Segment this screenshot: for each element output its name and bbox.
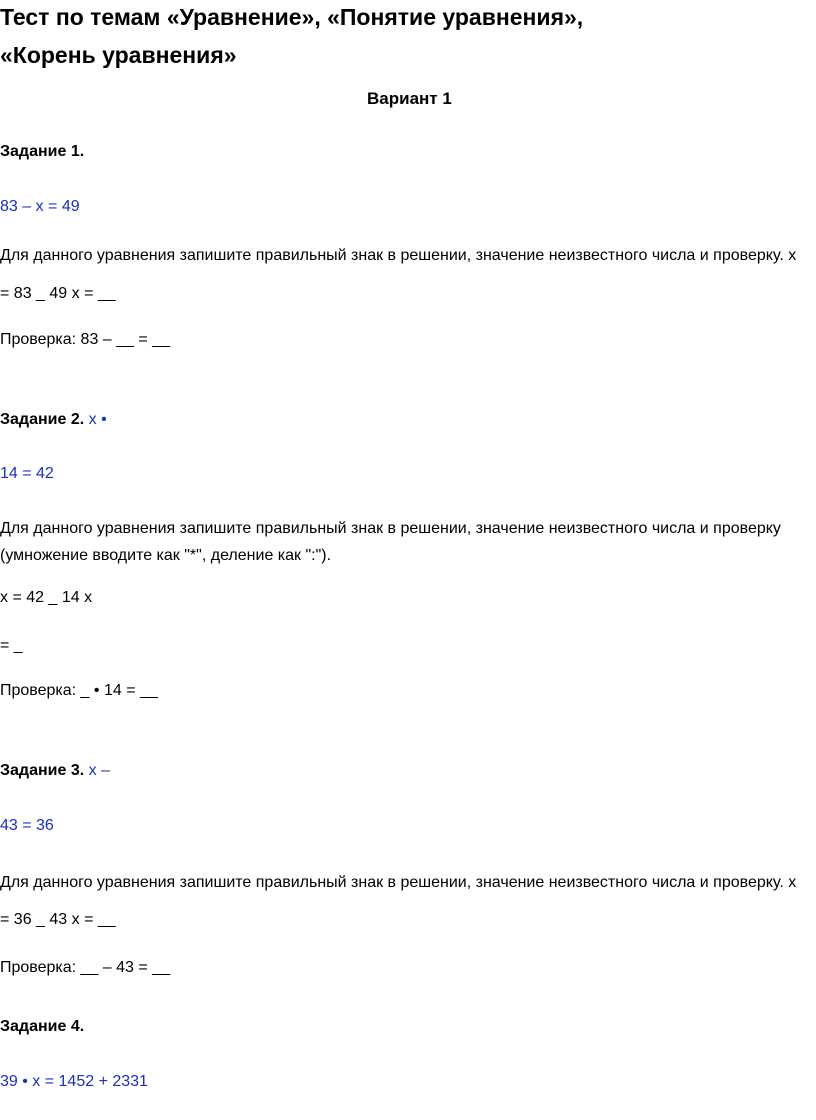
task-2-heading [0,410,107,430]
task-1-check: Проверка: 83 – __ = __ [0,331,170,348]
task-3-instruction-line-1: Для данного уравнения запишите правильный знак в решении, значение неизвестного числа и проверку. x [0,874,797,891]
task-1-equation: 83 – x = 49 [0,198,80,215]
document-title-line-1: Тест по темам «Уравнение», «Понятие уравнения», [0,4,584,30]
document-title-line-2: «Корень уравнения» [0,42,237,68]
task-3-check: Проверка: __ – 43 = __ [0,959,170,976]
task-3-heading [0,761,110,781]
variant-heading: Вариант 1 [367,89,452,108]
task-2-solution-line-2: = _ [0,637,23,654]
task-2-equation-part-1: x • [88,411,107,428]
task-1-label: Задание 1. [0,143,85,160]
task-2-solution-line-1: x = 42 _ 14 x [0,589,93,606]
task-3-equation-part-1: x – [88,762,110,779]
task-3-instruction-line-2: = 36 _ 43 x = __ [0,911,116,928]
task-4-label: Задание 4. [0,1018,85,1035]
task-2-check: Проверка: _ • 14 = __ [0,682,158,699]
task-3-equation-part-2: 43 = 36 [0,817,54,834]
task-3-label: Задание 3. [0,762,85,779]
task-2-label: Задание 2. [0,411,85,428]
task-4-equation: 39 • x = 1452 + 2331 [0,1073,148,1090]
task-1-instruction-line-2: = 83 _ 49 x = __ [0,285,116,302]
task-2-instruction-line-2: (умножение вводите как "*", деление как ":"). [0,547,332,564]
task-2-instruction-line-1: Для данного уравнения запишите правильный знак в решении, значение неизвестного числа и проверку [0,520,781,537]
task-2-equation-part-2: 14 = 42 [0,465,54,482]
task-1-instruction-line-1: Для данного уравнения запишите правильный знак в решении, значение неизвестного числа и проверку. x [0,247,797,264]
